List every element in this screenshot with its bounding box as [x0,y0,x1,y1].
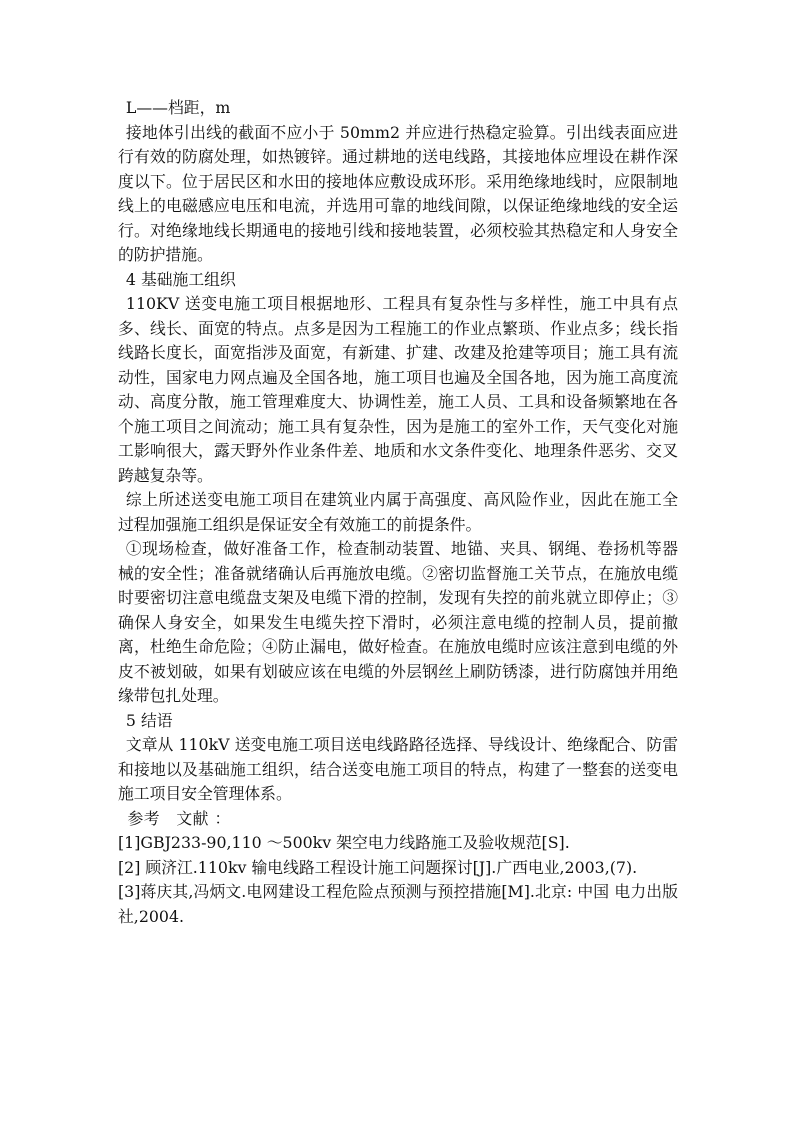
paragraph-construction-features: 110KV 送变电施工项目根据地形、工程具有复杂性与多样性，施工中具有点多、线长、面宽的特点。点多是因为工程施工的作业点繁琐、作业点多；线长指线路长度长，面宽指涉及面宽，有新建、扩建、改建及抢建等项目；施工具有流动性，国家电力网点遍及全国各地，施工项目也遍及全国各地，因为施工高度流动、高度分散，施工管理难度大、协调性差，施工人员、工具和设备频繁地在各个施工项目之间流动；施工具有复杂性，因为是施工的室外工作，天气变化对施工影响很大，露天野外作业条件差、地质和水文条件变化、地理条件恶劣、交叉跨越复杂等。 [118,294,678,485]
references-title: 参考 文献 ： [127,808,231,828]
paragraph-conclusion: 文章从 110kV 送变电施工项目送电线路路径选择、导线设计、绝缘配合、防雷和接地以及基础施工组织，结合送变电施工项目的特点，构建了一整套的送变电施工项目安全管理体系。 [118,735,678,803]
symbol-definition: L——档距，m [125,98,231,117]
reference-item: [1]GBJ233-90,110 ～500kv 架空电力线路施工及验收规范[S]. [118,833,570,852]
section-5-heading: 5 结语 [125,710,173,730]
section-4-heading: 4 基础施工组织 [125,269,236,289]
paragraph-safety-measures: ①现场检查，做好准备工作，检查制动装置、地锚、夹具、钢绳、卷扬机等器械的安全性；准备就绪确认后再施放电缆。②密切监督施工关节点，在施放电缆时要密切注意电缆盘支架及电缆下滑的控制，发现有失控的前兆就立即停止；③确保人身安全，如果发生电缆失控下滑时，必须注意电缆的控制人员，提前撤离，杜绝生命危险；④防止漏电，做好检查。在施放电缆时应该注意到电缆的外皮不被划破，如果有划破应该在电缆的外层钢丝上刷防锈漆，进行防腐蚀并用绝缘带包扎处理。 [118,539,678,705]
reference-item: [3]蒋庆其,冯炳文.电网建设工程危险点预测与预控措施[M].北京: 中国 电力出版社,2004. [118,882,678,926]
reference-item: [2] 顾济江.110kv 输电线路工程设计施工问题探讨[J].广西电业,2003,(7). [118,857,638,877]
document-body [118,96,678,929]
paragraph-grounding: 接地体引出线的截面不应小于 50mm2 并应进行热稳定验算。引出线表面应进行有效的防腐处理，如热镀锌。通过耕地的送电线路，其接地体应埋设在耕作深度以下。位于居民区和水田的接地体应敷设成环形。采用绝缘地线时，应限制地线上的电磁感应电压和电流，并选用可靠的地线间隙，以保证绝缘地线的安全运行。对绝缘地线长期通电的接地引线和接地装置，必须校验其热稳定和人身安全的防护措施。 [118,122,678,264]
paragraph-summary: 综上所述送变电施工项目在建筑业内属于高强度、高风险作业，因此在施工全过程加强施工组织是保证安全有效施工的前提条件。 [118,490,678,534]
